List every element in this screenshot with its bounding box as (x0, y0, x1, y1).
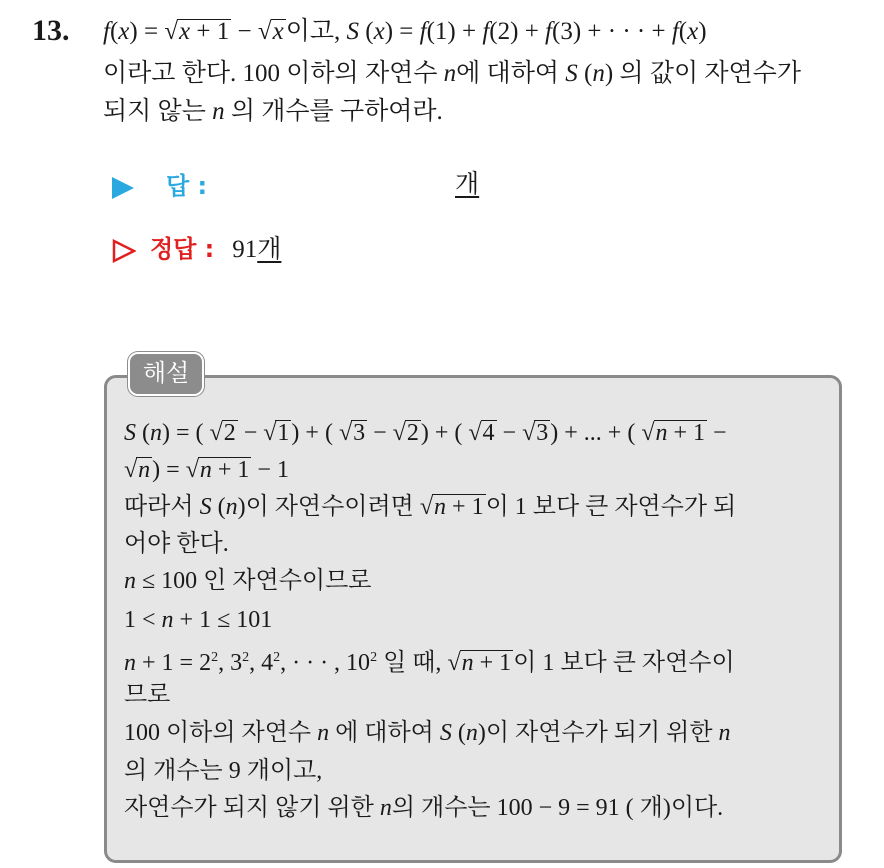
solution-text: 이 자연수가 되기 위한 (485, 720, 713, 746)
solution-line-8: 므로 (124, 682, 171, 708)
problem-line-2: 이라고 한다. 100 이하의 자연수 n에 대하여 S (n) 의 값이 자연수가 (103, 60, 801, 87)
solution-line-3: 따라서 S (n)이 자연수이려면 √n + 1이 1 보다 큰 자연수가 되 (124, 494, 737, 520)
solution-line-1: S (n) = ( √2 − √1) + ( √3 − √2) + ( √4 − √3) + ... + ( √n + 1 − (124, 420, 727, 446)
solution-text: 일 때, (383, 650, 442, 676)
problem-text: 의 개수를 구하여라. (230, 98, 443, 125)
problem-text: 이라고 한다. 100 이하의 자연수 (103, 60, 438, 87)
solution-text: 이 자연수이려면 (245, 494, 414, 520)
solution-text: 100 이하의 자연수 (124, 720, 312, 746)
solution-line-11: 자연수가 되지 않기 위한 n의 개수는 100 − 9 = 91 ( 개)이다. (124, 795, 724, 821)
problem-line-3: 되지 않는 n 의 개수를 구하여라. (103, 98, 443, 125)
solution-text: 이 1 보다 큰 자연수가 되 (485, 494, 737, 520)
outline-triangle-icon (112, 241, 128, 261)
answer-blank-unit[interactable]: 개 (455, 171, 480, 198)
solution-line-7: $n + 1 = 2^2$, $3^2$, $4^2$, · · · , $10^2$ 일 때, √n + 1이 1 보다 큰 자연수이 (124, 650, 735, 676)
problem-text: 이고, (285, 18, 341, 45)
solution-line-10: 의 개수는 9 개이고, (124, 758, 323, 784)
solution-line-5: n ≤ 100 인 자연수이므로 (124, 568, 372, 594)
answer-label: 답 : (165, 172, 208, 200)
correct-answer-label: 정답 : (149, 235, 215, 263)
problem-text: 에 대하여 (456, 60, 560, 87)
correct-answer-row (112, 229, 281, 265)
solution-line-4: 어야 한다. (124, 531, 229, 557)
problem-number: 13. (32, 14, 70, 47)
correct-answer-unit: 개 (257, 236, 282, 263)
play-triangle-icon (112, 177, 134, 199)
correct-answer-value: 91 (232, 236, 258, 263)
problem-text: 의 값이 자연수가 (619, 60, 801, 87)
solution-line-9: 100 이하의 자연수 n 에 대하여 S (n)이 자연수가 되기 위한 n (124, 720, 731, 746)
solution-line-6: 1 < n + 1 ≤ 101 (124, 607, 273, 633)
solution-text: 이 1 보다 큰 자연수이 (513, 650, 735, 676)
solution-text: 따라서 (124, 494, 194, 520)
solution-text: 인 자연수이므로 (203, 568, 372, 594)
solution-text: 의 개수는 100 − 9 = 91 ( 개)이다. (391, 795, 724, 821)
problem-text: 되지 않는 (103, 98, 206, 125)
solution-text: 에 대하여 (335, 720, 434, 746)
solution-tag: 해설 (128, 352, 204, 396)
solution-line-2: √n) = √n + 1 − 1 (124, 457, 289, 483)
solution-text: 자연수가 되지 않기 위한 (124, 795, 374, 821)
answer-row (112, 166, 207, 201)
problem-line-1: f(x) = √x + 1 − √x이고, S (x) = f(1) + f(2) + f(3) + · · · + f(x) (103, 18, 707, 45)
